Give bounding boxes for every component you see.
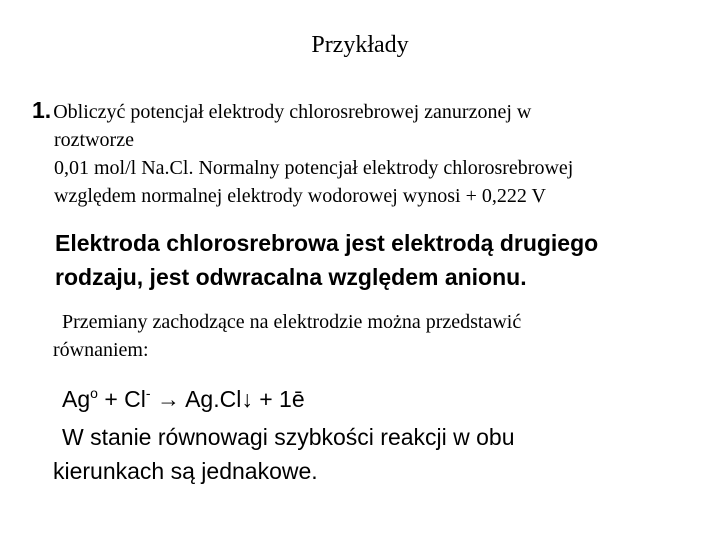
- chloride-charge: -: [145, 385, 151, 401]
- silver-symbol: Ag: [62, 386, 91, 412]
- statement-paragraph: [55, 226, 705, 294]
- equilibrium-line-1: W stanie równowagi szybkości reakcji w obu: [62, 424, 515, 450]
- slide-title: Przykłady: [311, 32, 409, 58]
- problem-line-1: Obliczyć potencjał elektrody chlorosrebrowej zanurzonej w: [53, 101, 532, 123]
- transformations-line-2: równaniem:: [53, 339, 149, 361]
- transformations-line-1: Przemiany zachodzące na elektrodzie można przedstawić: [62, 311, 522, 333]
- problem-paragraph: [32, 96, 712, 210]
- plus-sign-2: +: [259, 386, 273, 412]
- problem-line-4: względem normalnej elektrody wodorowej wynosi + 0,222 V: [54, 185, 546, 207]
- precipitate-arrow-icon: ↓: [241, 386, 253, 412]
- equilibrium-line-2: kierunkach są jednakowe.: [53, 458, 318, 484]
- problem-number: 1.: [32, 97, 52, 123]
- product-symbol: Ag.Cl: [185, 386, 242, 412]
- equilibrium-paragraph: [53, 420, 693, 488]
- statement-line-1: Elektroda chlorosrebrowa jest elektrodą drugiego: [55, 230, 599, 256]
- plus-sign-1: +: [104, 386, 118, 412]
- electron-symbol: 1ē: [279, 386, 305, 412]
- statement-line-2: rodzaju, jest odwracalna względem anionu.: [55, 264, 527, 290]
- problem-line-3: 0,01 mol/l Na.Cl. Normalny potencjał elektrody chlorosrebrowej: [54, 157, 574, 179]
- transformations-paragraph: [53, 308, 693, 364]
- chloride-symbol: Cl: [124, 386, 146, 412]
- reaction-equation: [62, 378, 305, 414]
- problem-line-2: roztworze: [54, 129, 134, 151]
- silver-superscript: o: [90, 385, 98, 401]
- reaction-arrow-icon: →: [156, 386, 180, 412]
